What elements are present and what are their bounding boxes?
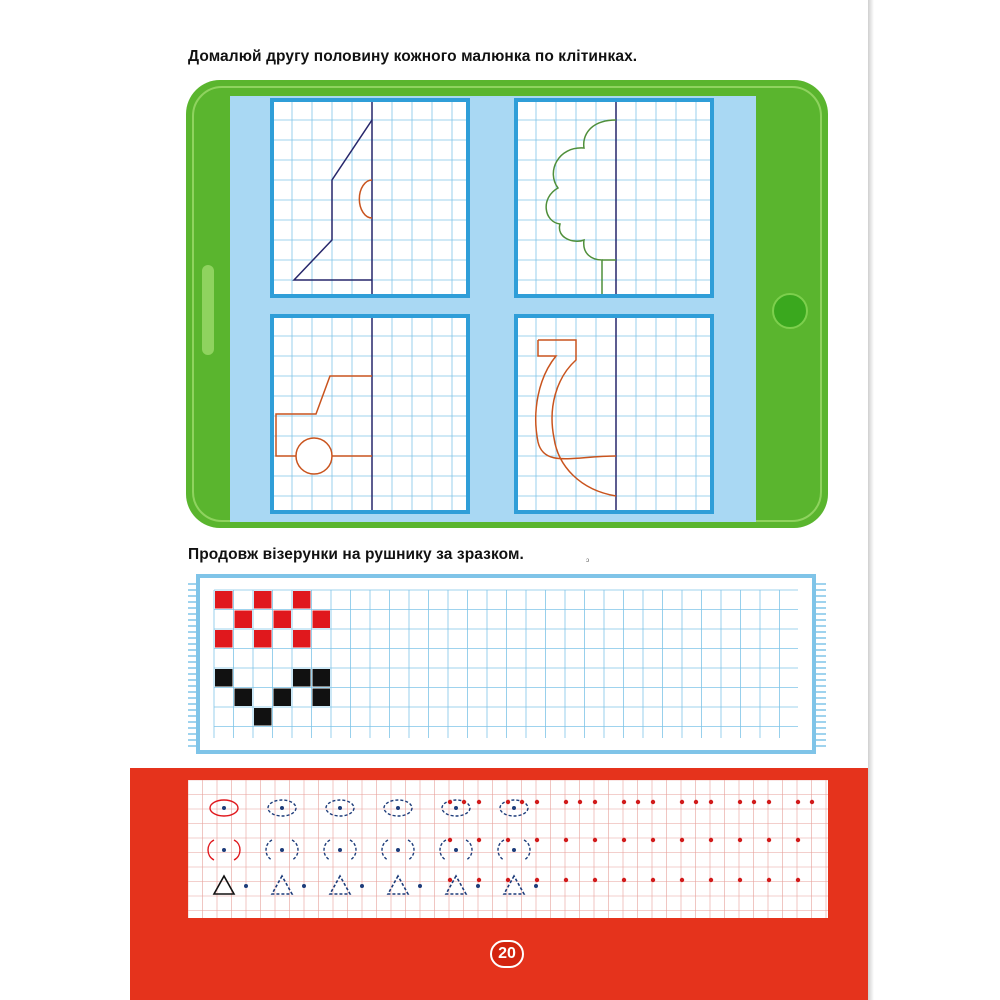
side-bar-icon xyxy=(202,265,214,355)
sample-dot xyxy=(360,884,364,888)
practice-dot xyxy=(506,878,510,882)
practice-dot xyxy=(738,800,742,804)
sail-half-arc xyxy=(359,180,372,218)
practice-dot xyxy=(738,838,742,842)
pattern-red-cell xyxy=(313,611,331,629)
sample-dot xyxy=(454,848,458,852)
practice-dot xyxy=(578,800,582,804)
mirror-panel-hook[interactable] xyxy=(514,314,714,514)
sample-dot xyxy=(476,884,480,888)
mirror-panel-truck[interactable] xyxy=(270,314,470,514)
practice-dot xyxy=(810,800,814,804)
practice-dot xyxy=(709,800,713,804)
practice-dot xyxy=(738,878,742,882)
sample-dot xyxy=(280,806,284,810)
pattern-black-cell xyxy=(313,689,331,707)
practice-dot xyxy=(752,800,756,804)
practice-dot xyxy=(694,800,698,804)
sail-drawing xyxy=(274,102,470,298)
practice-dot xyxy=(651,800,655,804)
practice-dot xyxy=(535,838,539,842)
sample-dot xyxy=(244,884,248,888)
mirror-panel-tree[interactable] xyxy=(514,98,714,298)
sample-dot xyxy=(338,848,342,852)
practice-dot xyxy=(796,800,800,804)
page-fold-shadow xyxy=(868,0,874,1000)
truck-wheel xyxy=(296,438,332,474)
sample-dot xyxy=(534,884,538,888)
practice-dot xyxy=(462,800,466,804)
practice-dot xyxy=(506,838,510,842)
sample-dot xyxy=(396,848,400,852)
practice-dot xyxy=(477,800,481,804)
practice-dot xyxy=(767,838,771,842)
tree-drawing xyxy=(518,102,714,298)
practice-dot xyxy=(680,838,684,842)
sample-dot xyxy=(222,848,226,852)
pattern-black-cell xyxy=(313,669,331,687)
practice-dot xyxy=(767,800,771,804)
sample-dot xyxy=(222,806,226,810)
practice-grid-svg xyxy=(188,780,828,918)
practice-dot xyxy=(796,878,800,882)
hook-drawing xyxy=(518,318,714,514)
practice-dot xyxy=(709,878,713,882)
pattern-red-cell xyxy=(254,630,272,648)
pattern-red-cell xyxy=(215,591,233,609)
practice-dot xyxy=(448,878,452,882)
practice-dot xyxy=(622,838,626,842)
practice-dot xyxy=(448,800,452,804)
practice-dot xyxy=(535,878,539,882)
practice-dot xyxy=(520,800,524,804)
practice-dot xyxy=(767,878,771,882)
towel-svg[interactable] xyxy=(186,570,830,760)
pattern-black-cell xyxy=(235,689,253,707)
sample-dot xyxy=(454,806,458,810)
task2-heading: Продовж візерунки на рушнику за зразком. xyxy=(188,546,524,563)
practice-dot xyxy=(651,878,655,882)
practice-dot xyxy=(593,878,597,882)
practice-dot xyxy=(622,878,626,882)
practice-dot xyxy=(564,800,568,804)
practice-dot xyxy=(593,838,597,842)
mirror-panel-sail[interactable] xyxy=(270,98,470,298)
pattern-black-cell xyxy=(254,708,272,726)
practice-dot xyxy=(448,838,452,842)
sample-dot xyxy=(512,848,516,852)
practice-dot xyxy=(593,800,597,804)
home-button-icon xyxy=(772,293,808,329)
pattern-black-cell xyxy=(274,689,292,707)
pattern-black-cell xyxy=(293,669,311,687)
pattern-red-cell xyxy=(215,630,233,648)
truck-drawing xyxy=(274,318,470,514)
practice-dot xyxy=(506,800,510,804)
towel xyxy=(186,570,830,760)
pattern-red-cell xyxy=(274,611,292,629)
page-margin-left xyxy=(0,0,128,1000)
sample-dot xyxy=(302,884,306,888)
practice-dot xyxy=(477,838,481,842)
practice-samples xyxy=(208,800,538,894)
practice-dot xyxy=(709,838,713,842)
practice-dot xyxy=(622,800,626,804)
stray-mark: ᵓ xyxy=(586,556,590,566)
practice-dot xyxy=(636,800,640,804)
page-number: 20 xyxy=(490,940,524,968)
sample-dot xyxy=(338,806,342,810)
practice-dot xyxy=(680,878,684,882)
sample-dot xyxy=(512,806,516,810)
sample-dot xyxy=(418,884,422,888)
pattern-red-cell xyxy=(293,630,311,648)
task1-heading: Домалюй другу половину кожного малюнка по клітинках. xyxy=(188,48,638,65)
pattern-black-cell xyxy=(215,669,233,687)
practice-dot xyxy=(564,838,568,842)
practice-dot xyxy=(796,838,800,842)
pattern-red-cell xyxy=(254,591,272,609)
practice-dot xyxy=(535,800,539,804)
hook-half-outer xyxy=(538,340,616,496)
practice-dot xyxy=(680,800,684,804)
practice-dot xyxy=(651,838,655,842)
sample-dot xyxy=(396,806,400,810)
towel-border xyxy=(198,576,814,752)
practice-dot xyxy=(477,878,481,882)
pattern-red-cell xyxy=(293,591,311,609)
sample-dot xyxy=(280,848,284,852)
handwriting-practice-card[interactable] xyxy=(188,780,828,918)
tree-half-outline xyxy=(546,120,616,298)
pattern-red-cell xyxy=(235,611,253,629)
practice-dot xyxy=(564,878,568,882)
